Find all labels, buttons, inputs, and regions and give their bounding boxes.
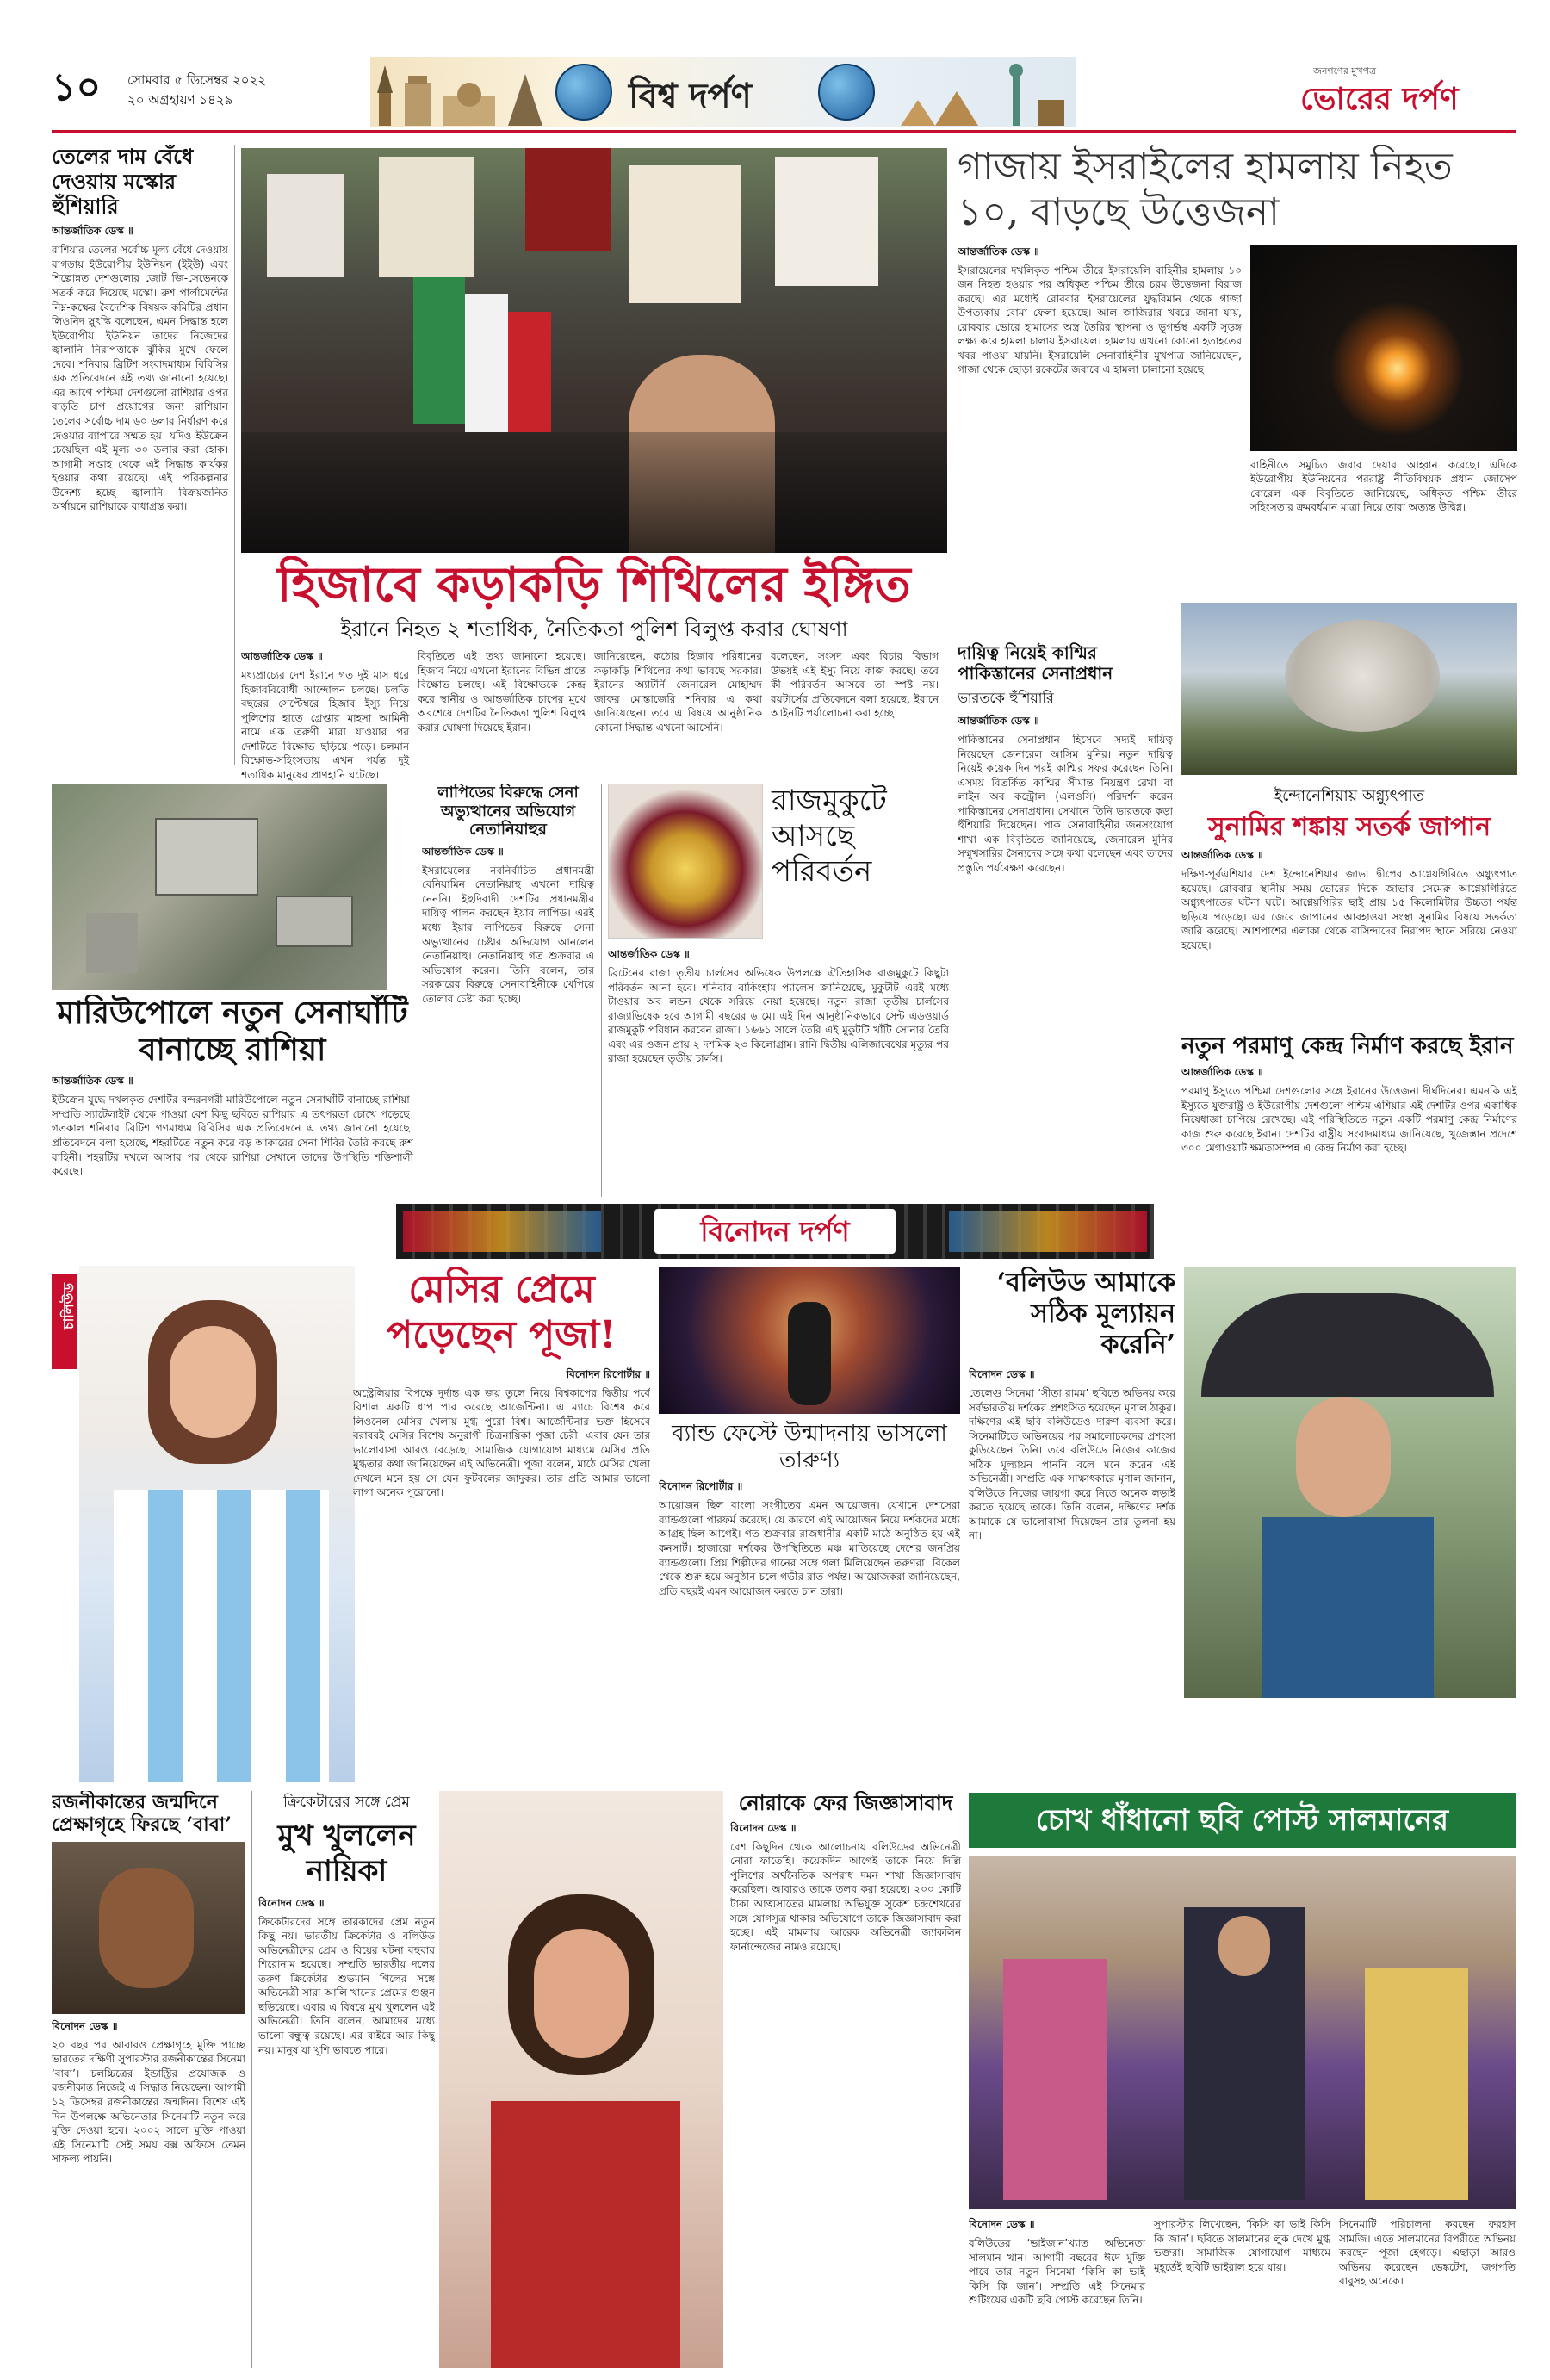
body-iran-nuclear: পরমাণু ইস্যুতে পশ্চিমা দেশগুলোর সঙ্গে ইরানের উত্তেজনা দীর্ঘদিনের। এমনকি এই ইস্যুতে যুক্তরাষ্ট্র ও ইউরোপীয় দেশগুলো পশ্চিম এশিয়ার এই দেশটির ওপর একাধিক নিষেধাজ্ঞা চাপিয়ে রেখেছে। এই পরিস্থিতিতে নতুন একটি পরমাণু কেন্দ্র নির্মাণের কাজ শুরু করেছে ইরান। দেশটির রাষ্ট্রীয় সংবাদমাধ্যম জানিয়েছে, খুজেস্তান প্রদেশে ৩০০ মেগাওয়াট ক্ষমতাসম্পন্ন এ কেন্দ্র নির্মাণ করা হচ্ছে। <box>1181 1085 1517 1155</box>
headline-crown: রাজমুকুটে আসছে পরিবর্তন <box>772 784 887 889</box>
section-title: বিশ্ব দর্পণ <box>629 76 752 116</box>
headline-gaza: গাজায় ইসরাইলের হামলায় নিহত ১০, বাড়ছে উত্তেজনা <box>958 145 1453 234</box>
desk-label: আন্তর্জাতিক ডেস্ক ॥ <box>52 225 133 238</box>
side-tag-label: চালিউড <box>60 1283 77 1330</box>
masthead-date <box>127 71 266 109</box>
article-nora <box>730 1791 961 2368</box>
article-bollywood <box>969 1267 1175 1767</box>
film-strip-right <box>949 1211 1147 1252</box>
body-kashmir: পাকিস্তানের সেনাপ্রধান হিসেবে সদ্যই দায়িত্ব নিয়েছেন জেনারেল আসিম মুনির। নতুন দায়িত্ব নিয়েই কয়েক দিন পরই কাশ্মির সফর করেছেন তিনি। এসময় বিতর্কিত কাশ্মির সীমান্ত নিয়ন্ত্রণ রেখা বা লাইন অব কন্ট্রোল (এলওসি) পরিদর্শন করেন পাকিস্তানের সেনাপ্রধান। সেখানে তিনি ভারতকে কড়া হুঁশিয়ারি দিয়েছেন। পাক সেনাবাহিনীর জনসংযোগ শাখা এক বিবৃতিতে জানিয়েছে, জেনারেল মুনির সম্মুখসারির সৈন্যদের সঙ্গে কথা বলেছেন এবং তাদের প্রস্তুতি পর্যবেক্ষণ করেছেন। <box>958 734 1173 874</box>
actress-photo <box>439 1791 723 2368</box>
date-bangla: ২০ অগ্রহায়ণ ১৪২৯ <box>127 91 233 108</box>
protest-photo <box>241 148 947 553</box>
headline-rajini: রজনীকান্তের জন্মদিনে প্রেক্ষাগৃহে ফিরছে ‘বাবা’ <box>52 1791 232 1837</box>
desk-label: বিনোদন ডেস্ক ॥ <box>730 1821 797 1834</box>
desk-label: আন্তর্জাতিক ডেস্ক ॥ <box>958 715 1039 727</box>
article-puja <box>353 1267 650 1758</box>
body-hijab-col4: বলেছেন, সংসদ এবং বিচার বিভাগ উভয়ই এই ইস্যু নিয়ে কাজ করছে। তবে কী পরিবর্তন আসবে তা স্পষ্ট নয়। রয়টার্সের প্রতিবেদনে বলা হয়েছে, ইরানে আইনটি পর্যালোচনা করা হচ্ছে। <box>771 649 939 720</box>
body-crown: ব্রিটেনের রাজা তৃতীয় চার্লসের অভিষেক উপলক্ষে ঐতিহাসিক রাজমুকুটে কিছুটা পরিবর্তন আনা হবে। শনিবার বাকিংহাম প্যালেস জানিয়েছে, মুকুটটি এরই মধ্যে টাওয়ার অব লন্ডন থেকে সরিয়ে নেয়া হয়েছে। নতুন রাজা তৃতীয় চার্লসের রাজ্যাভিষেক হবে আগামী বছরের ৬ মে। এই দিন আনুষ্ঠানিকভাবে সেন্ট এডওয়ার্ড রাজমুকুট পরিধান করবেন রাজা। ১৬৬১ সালে তৈরি এই মুকুটটি খাঁটি সোনার তৈরি এবং এর ওজন প্রায় ২ দশমিক ২৩ কিলোগ্রাম। রানি দ্বিতীয় এলিজাবেথের মৃত্যুর পর রাজা হয়েছেন তৃতীয় চার্লস। <box>608 967 949 1065</box>
side-tag <box>52 1274 78 1369</box>
landmarks-right-icon <box>884 57 1073 127</box>
desk-label: বিনোদন ডেস্ক ॥ <box>52 2019 118 2032</box>
body-gaza-col2: বাহিনীতে সমুচিত জবাব দেয়ার আহ্বান করেছে। এদিকে ইউরোপীয় ইউনিয়নের পররাষ্ট্র নীতিবিষয়ক প্রধান জোসেপ বোরেল এক বিবৃতিতে জানিয়েছে, অধিকৃত পশ্চিম তীরে সহিংসতার ক্রমবর্ধমান মাত্রা নিয়ে তারা অত্যন্ত উদ্বিগ্ন। <box>1250 458 1517 514</box>
desk-label: আন্তর্জাতিক ডেস্ক ॥ <box>1181 849 1263 861</box>
column-rule <box>234 145 235 765</box>
globe-icon <box>818 64 875 121</box>
column-rule <box>251 1791 252 2368</box>
body-band: আয়োজন ছিল বাংলা সংগীতের এমন আয়োজন। যেখানে দেশসেরা ব্যান্ডগুলো পারফর্ম করেছে। যে কারণে এই আয়োজন নিয়ে দর্শকদের মধ্যে আগ্রহ ছিল আগেই। গত শুক্রবার রাজধানীর একটি মাঠে অনুষ্ঠিত হয় এই কনসার্ট। হাজারো দর্শকের উপস্থিতিতে মঞ্চ মাতিয়েছে দেশের জনপ্রিয় ব্যান্ডগুলো। প্রিয় শিল্পীদের গানের সঙ্গে গলা মিলিয়েছেন তরুণরা। বিকেল থেকে শুরু হয়ে অনুষ্ঠান চলে গভীর রাত পর্যন্ত। আয়োজকরা জানিয়েছেন, প্রতি বছরই এমন আয়োজন করতে চান তারা। <box>659 1499 960 1597</box>
article-band <box>659 1421 960 1765</box>
desk-label: বিনোদন রিপোর্টার ॥ <box>659 1480 743 1493</box>
headline-nora: নোরাকে ফের জিজ্ঞাসাবাদ <box>738 1791 953 1815</box>
article-crown <box>608 784 949 1197</box>
headline-hijab: হিজাবে কড়াকড়ি শিথিলের ইঙ্গিত <box>277 556 911 613</box>
masthead <box>52 53 1516 133</box>
article-rajini <box>52 1791 245 2368</box>
band-photo <box>659 1267 960 1414</box>
headline-band: ব্যান্ড ফেস্টে উন্মাদনায় ভাসলো তারুণ্য <box>672 1421 947 1474</box>
section-banner <box>370 57 1076 127</box>
kicker-indonesia: ইন্দোনেশিয়ায় অগ্ন্যুৎপাত <box>1274 787 1425 805</box>
volcano-photo <box>1181 603 1517 775</box>
gaza-explosion-photo <box>1250 245 1517 451</box>
body-hijab-col2: বিবৃতিতে এই তথ্য জানানো হয়েছে। হিজাব নিয়ে এখনো ইরানের বিভিন্ন প্রান্তে বিক্ষোভ চলছে। এই বিক্ষোভকে কেন্দ্র করে স্থানীয় ও আন্তর্জাতিক চাপের মুখে অবশেষে দেশটির নৈতিকতা পুলিশ বিলুপ্ত করার ঘোষণা দিয়েছে ইরান। <box>418 649 586 734</box>
body-salman-col2: সুপারস্টার লিখেছেন, ‘কিসি কা ভাই কিসি কি জান’। ছবিতে সালমানের লুক দেখে মুগ্ধ ভক্তরা। সামাজিক যোগাযোগ মাধ্যমে মুহূর্তেই ছবিটি ভাইরাল হয়ে যায়। <box>1154 2218 1330 2273</box>
crown-photo <box>608 784 763 939</box>
body-puja: অস্ট্রেলিয়ার বিপক্ষে দুর্দান্ত এক জয় তুলে নিয়ে বিশ্বকাপের দ্বিতীয় পর্বে বিশাল একটি ধাপ পার করেছে আর্জেন্টিনা। এ ম্যাচে বিশেষ করে লিওনেল মেসির খেলায় মুগ্ধ পুরো বিশ্ব। আর্জেন্টিনার ভক্ত হিসেবে বরাবরই মেসির বিশেষ অনুরাগী চিত্রনায়িকা পূজা চেরী। এবার যেন তার ভালোবাসা আরও বেড়েছে। সামাজিক যোগাযোগ মাধ্যমে মেসির প্রতি মুগ্ধতার কথা জানিয়েছেন এই অভিনেত্রী। পূজা বলেন, মাঠে মেসির খেলা দেখলে মনে হয় সে যেন ফুটবলের জাদুকর। তার প্রতি আমার ভালো লাগা অনেক পুরোনো। <box>353 1386 650 1499</box>
body-indonesia: দক্ষিণ-পূর্বএশিয়ার দেশ ইন্দোনেশিয়ার জাভা দ্বীপের আগ্নেয়গিরিতে অগ্ন্যুৎপাত হয়েছে। রোববার স্থানীয় সময় ভোরের দিকে জাভার সেমেরু আগ্নেয়গিরিতে অগ্ন্যুৎপাতের ঘটনা ঘটে। আগ্নেয়গিরির ছাই প্রায় ১৫ কিলোমিটার উচ্চতা পর্যন্ত ছড়িয়ে পড়েছে। এর জেরে জাপানের আবহাওয়া সংস্থা সুনামির বিষয়ে সতর্কতা জারি করেছে। আশপাশের এলাকা থেকে বাসিন্দাদের নিরাপদ স্থানে সরিয়ে নেওয়া হয়েছে। <box>1181 868 1517 951</box>
article-lapid <box>422 784 594 1197</box>
headline-mariupol: মারিউপোলে নতুন সেনাঘাঁটি বানাচ্ছে রাশিয়া <box>57 995 408 1069</box>
column-rule <box>601 784 602 1197</box>
headline-indonesia: সুনামির শঙ্কায় সতর্ক জাপান <box>1207 812 1491 842</box>
headline-kashmir: দায়িত্ব নিয়েই কাশ্মির পাকিস্তানের সেনাপ্রধান <box>958 642 1113 684</box>
desk-label: বিনোদন রিপোর্টার ॥ <box>566 1367 650 1380</box>
rajini-photo <box>52 1842 245 2014</box>
body-salman-col1: বলিউডের ‘ভাইজান’খ্যাত অভিনেতা সালমান খান। আগামী বছরের ঈদে মুক্তি পাবে তার নতুন সিনেমা ‘কিসি কা ভাই কিসি কি জান’। সম্প্রতি এই সিনেমার শুটিংয়ের একটি ছবি পোস্ট করেছেন তিনি। <box>969 2237 1145 2307</box>
date-english: সোমবার ৫ ডিসেম্বর ২০২২ <box>127 72 267 88</box>
headline-puja: মেসির প্রেমে পড়েছেন পূজা! <box>387 1267 617 1357</box>
body-gaza-col1: ইসরায়েলের দখলিকৃত পশ্চিম তীরে ইসরায়েলি বাহিনীর হামলায় ১০ জন নিহত হওয়ার পর অধিকৃত পশ্চিম তীরে চরম উত্তেজনা বিরাজ করছে। এর মধ্যেই রোববার ইসরায়েলের যুদ্ধবিমান থেকে গাজা উপত্যকায় বোমা ফেলা হয়েছে। আল জাজিরার খবরে জানা যায়, রোববার ভোরে হামাসের অস্ত্র তৈরির স্থাপনা ও ভূগর্ভস্থ একটি সুড়ঙ্গ লক্ষ্য করে হামলা চালায় ইসরায়েল। হামলায় এখনো কোনো হতাহতের খবর পাওয়া যায়নি। ইসরায়েলি সেনাবাহিনীর মুখপাত্র জানিয়েছেন, গাজা থেকে ছোড়া রকেটের জবাবে এ হামলা চালানো হয়েছে। <box>958 263 1242 376</box>
desk-label: আন্তর্জাতিক ডেস্ক ॥ <box>241 649 323 662</box>
body-hijab-col3: জানিয়েছেন, কঠোর হিজাব পরিধানের কড়াকড়ি শিথিলের কথা ভাবছে সরকার। ইরানের অ্যাটর্নি জেনারেল মোহাম্মদ জাফর মোন্তাজেরি শনিবার এ কথা জানিয়েছেন। তবে এ বিষয়ে আনুষ্ঠানিক কোনো সিদ্ধান্ত এখনো আসেনি। <box>594 649 762 734</box>
salman-photo <box>969 1856 1516 2209</box>
salman-headline-box <box>969 1793 1516 1848</box>
article-salman <box>969 2217 1516 2368</box>
article-cricketer <box>258 1791 435 2368</box>
subhead-hijab: ইরানে নিহত ২ শতাধিক, নৈতিকতা পুলিশ বিলুপ্ত করার ঘোষণা <box>340 617 848 642</box>
page-number: ১০ <box>52 65 102 109</box>
kicker-cricketer: ক্রিকেটারের সঙ্গে প্রেম <box>283 1794 410 1811</box>
headline-salman: চোখ ধাঁধানো ছবি পোস্ট সালমানের <box>1035 1803 1449 1838</box>
headline-bollywood: ‘বলিউড আমাকে সঠিক মূল্যায়ন করেনি’ <box>996 1267 1175 1360</box>
body-oil: রাশিয়ার তেলের সর্বোচ্চ মূল্য বেঁধে দেওয়ায় বাগড়ায় ইউরোপীয় ইউনিয়ন (ইইউ) এবং শিল্পোন্নত দেশগুলোর জোট জি-সেভেনকে সতর্ক করে দিয়েছে মস্কো। রুশ পার্লামেন্টের নিম্ন-কক্ষের বৈদেশিক বিষয়ক কমিটির প্রধান লিওনিদ স্লুৎস্কি বলেছেন, এমন সিদ্ধান্ত হলে ইউরোপীয় ইউনিয়ন তাদের নিজেদের জ্বালানি নিরাপত্তাকে ঝুঁকির মুখে ফেলে দেবে। শনিবার ব্রিটিশ সংবাদমাধ্যম বিবিসির এক প্রতিবেদনে এই তথ্য জানানো হয়েছে। এর আগে পশ্চিমা দেশগুলো রাশিয়ার ওপর বাড়তি চাপ প্রয়োগের জন্য রাশিয়ান তেলের সর্বোচ্চ দাম ৬০ ডলার নির্ধারণ করে দেওয়ার ব্যাপারে সম্মত হয়। যদিও ইউক্রেন চেয়েছিল এই মূল্য ৩০ ডলার করা হোক। আগামী সপ্তাহ থেকে এই সিদ্ধান্ত কার্যকর হওয়ার কথা রয়েছে। এই পরিকল্পনার উদ্দেশ্য হচ্ছে জ্বালানি বিক্রয়জনিত অর্থায়নে রাশিয়াকে বাধাগ্রস্ত করা। <box>52 244 228 513</box>
body-salman-col3: সিনেমাটি পরিচালনা করছেন ফরহাদ সামজি। এতে সালমানের বিপরীতে অভিনয় করছেন পূজা হেগড়ে। এছাড়া আরও অভিনয় করেছেন ভেঙ্কটেশ, জগপতি বাবুসহ অনেকে। <box>1339 2218 1516 2288</box>
globe-icon <box>555 64 612 121</box>
article-oil <box>52 145 228 765</box>
body-cricketer: ক্রিকেটারদের সঙ্গে তারকাদের প্রেম নতুন কিছু নয়। ভারতীয় ক্রিকেটার ও বলিউড অভিনেত্রীদের প্রেম ও বিয়ের ঘটনা বহুবার শিরোনাম হয়েছে। সম্প্রতি ভারতীয় দলের তরুণ ক্রিকেটার শুভমান গিলের সঙ্গে অভিনেত্রী সারা আলি খানের প্রেমের গুঞ্জন ছড়িয়েছে। এবার এ বিষয়ে মুখ খুললেন এই অভিনেত্রী। তিনি বলেন, আমাদের মধ্যে ভালো বন্ধুত্ব রয়েছে। এর বাইরে আর কিছু নয়। মানুষ যা খুশি ভাবতে পারে। <box>258 1915 435 2056</box>
satellite-photo <box>52 784 388 990</box>
article-hijab <box>241 556 947 815</box>
article-iran-nuclear <box>1181 1033 1517 1197</box>
body-lapid: ইসরায়েলের নবনির্বাচিত প্রধানমন্ত্রী বেনিয়ামিন নেতানিয়াহু এখনো দায়িত্ব নেননি। ইহুদিবাদী দেশটির প্রধানমন্ত্রীর দায়িত্ব পালন করছেন ইয়ার লাপিড। এরই মধ্যে ইয়ার লাপিডের বিরুদ্ধে সেনা অভ্যুত্থানের চেষ্টার অভিযোগ আনলেন নেতানিয়াহু। নেতানিয়াহু গত শুক্রবার এ অভিযোগ করেন। তিনি বলেন, তার সরকারের বিরুদ্ধে সেনাবাহিনীকে খেপিয়ে তোলার চেষ্টা করা হচ্ছে। <box>422 864 594 1005</box>
subhead-kashmir: ভারতকে হুঁশিয়ারি <box>958 690 1054 706</box>
article-indonesia <box>1181 784 1517 1033</box>
landmarks-left-icon <box>370 57 551 127</box>
puja-photo <box>79 1266 355 1782</box>
headline-oil: তেলের দাম বেঁধে দেওয়ায় মস্কোর হুঁশিয়ারি <box>52 145 194 219</box>
body-rajini: ২০ বছর পর আবারও প্রেক্ষাগৃহে মুক্তি পাচ্ছে ভারতের দক্ষিণী সুপারস্টার রজনীকান্তের সিনেমা ‘বাবা’। চলচ্চিত্রের ইন্ডাস্ট্রির প্রযোজক ও রজনীকান্ত নিজেই এ সিদ্ধান্ত নিয়েছেন। আগামী ১২ ডিসেম্বর রজনীকান্তের জন্মদিন। বিশেষ এই দিন উপলক্ষে অভিনেতার সিনেমাটি নতুন করে মুক্তি দেওয়া হবে। ২০০২ সালে মুক্তি পাওয়া এই সিনেমাটি সেই সময় বক্স অফিসে তেমন সাফল্য পায়নি। <box>52 2038 245 2166</box>
desk-label: বিনোদন ডেস্ক ॥ <box>969 1368 1035 1380</box>
desk-label: আন্তর্জাতিক ডেস্ক ॥ <box>958 245 1039 257</box>
headline-iran-nuclear: নতুন পরমাণু কেন্দ্র নির্মাণ করছে ইরান <box>1181 1033 1514 1059</box>
entertainment-section-title: বিনোদন দর্পণ <box>654 1209 896 1254</box>
body-nora: বেশ কিছুদিন থেকে আলোচনায় বলিউডের অভিনেত্রী নোরা ফাতেহি। কয়েকদিন আগেই তাকে নিয়ে দিল্লি পুলিশের অর্থনৈতিক অপরাধ দমন শাখা জিজ্ঞাসাবাদ করেছিল। আবারও তাকে তলব করা হয়েছে। ২০০ কোটি টাকা আত্মসাতের মামলায় অভিযুক্ত সুকেশ চন্দ্রশেখরের সঙ্গে যোগসূত্র থাকার অভিযোগে তাকে জিজ্ঞাসাবাদ করা হচ্ছে। এই মামলায় আরেক অভিনেত্রী জ্যাকলিন ফার্নান্দেজের নামও রয়েছে। <box>730 1840 961 1953</box>
headline-lapid: লাপিডের বিরুদ্ধে সেনা অভ্যুত্থানের অভিযোগ নেতানিয়াহুর <box>437 784 579 840</box>
desk-label: আন্তর্জাতিক ডেস্ক ॥ <box>422 845 504 858</box>
body-bollywood: তেলেগু সিনেমা ‘সীতা রামম’ ছবিতে অভিনয় করে সর্বভারতীয় দর্শকের প্রশংসিত হয়েছেন মৃণাল ঠাকুর। দক্ষিণের এই ছবি বলিউডেও দারুণ ব্যবসা করে। সিনেমাটিতে অভিনয়ের পর সমালোচকদের প্রশংসা কুড়িয়েছেন তিনি। তবে বলিউডে নিজের কাজের সঠিক মূল্যায়ন পাননি বলে মনে করেন এই অভিনেত্রী। সম্প্রতি এক সাক্ষাৎকারে মৃণাল জানান, বলিউডে নিজের জায়গা করে নিতে অনেক লড়াই করতে হয়েছে তাকে। তিনি বলেন, দক্ষিণের দর্শক আমাকে যে ভালোবাসা দিয়েছেন তার তুলনা হয় না। <box>969 1387 1175 1542</box>
body-hijab-col1: মধ্যপ্রাচ্যের দেশ ইরানে গত দুই মাস ধরে হিজাববিরোধী আন্দোলন চলছে। চলতি বছরের সেপ্টেম্বরে হিজাব ইস্যু নিয়ে পুলিশের হাতে গ্রেপ্তার মাহসা আমিনী নামে এক তরুণী মারা যাওয়ার পর দেশটিতে বিক্ষোভ ছড়িয়ে পড়ে। চলমান বিক্ষোভ-সহিংসতায় এখন পর্যন্ত দুই শতাধিক মানুষের প্রাণহানি ঘটেছে। <box>241 668 409 781</box>
mrunal-photo <box>1184 1267 1516 1698</box>
headline-cricketer: মুখ খুললেন নায়িকা <box>277 1819 416 1888</box>
entertainment-banner <box>396 1204 1154 1259</box>
desk-label: বিনোদন ডেস্ক ॥ <box>258 1896 325 1909</box>
desk-label: আন্তর্জাতিক ডেস্ক ॥ <box>608 948 690 960</box>
paper-tagline: জনগণের মুখপত্র <box>1313 65 1377 77</box>
desk-label: আন্তর্জাতিক ডেস্ক ॥ <box>1181 1066 1263 1079</box>
article-mariupol <box>52 995 413 1197</box>
film-strip-left <box>403 1211 601 1252</box>
desk-label: আন্তর্জাতিক ডেস্ক ॥ <box>52 1075 133 1088</box>
article-kashmir <box>958 642 1173 1185</box>
desk-label: বিনোদন ডেস্ক ॥ <box>969 2218 1035 2230</box>
paper-logo: ভোরের দর্পণ <box>1300 81 1459 117</box>
body-mariupol: ইউক্রেন যুদ্ধে দখলকৃত দেশটির বন্দরনগরী মারিউপোলে নতুন সেনাঘাঁটি বানাচ্ছে রাশিয়া। সম্প্রতি স্যাটেলাইট থেকে পাওয়া বেশ কিছু ছবিতে রাশিয়ার এ তৎপরতা চোখে পড়েছে। গতকাল শনিবার ব্রিটিশ গণমাধ্যম বিবিসির এক প্রতিবেদনে এ তথ্য জানানো হয়েছে। প্রতিবেদনে বলা হয়েছে, শহরটিতে নতুন করে বড় আকারের সেনা শিবির তৈরি করছে রুশ বাহিনী। শহরটির দখলে আসার পর থেকে রাশিয়া সেখানে তাদের উপস্থিতি শক্তিশালী করেছে। <box>52 1094 413 1178</box>
